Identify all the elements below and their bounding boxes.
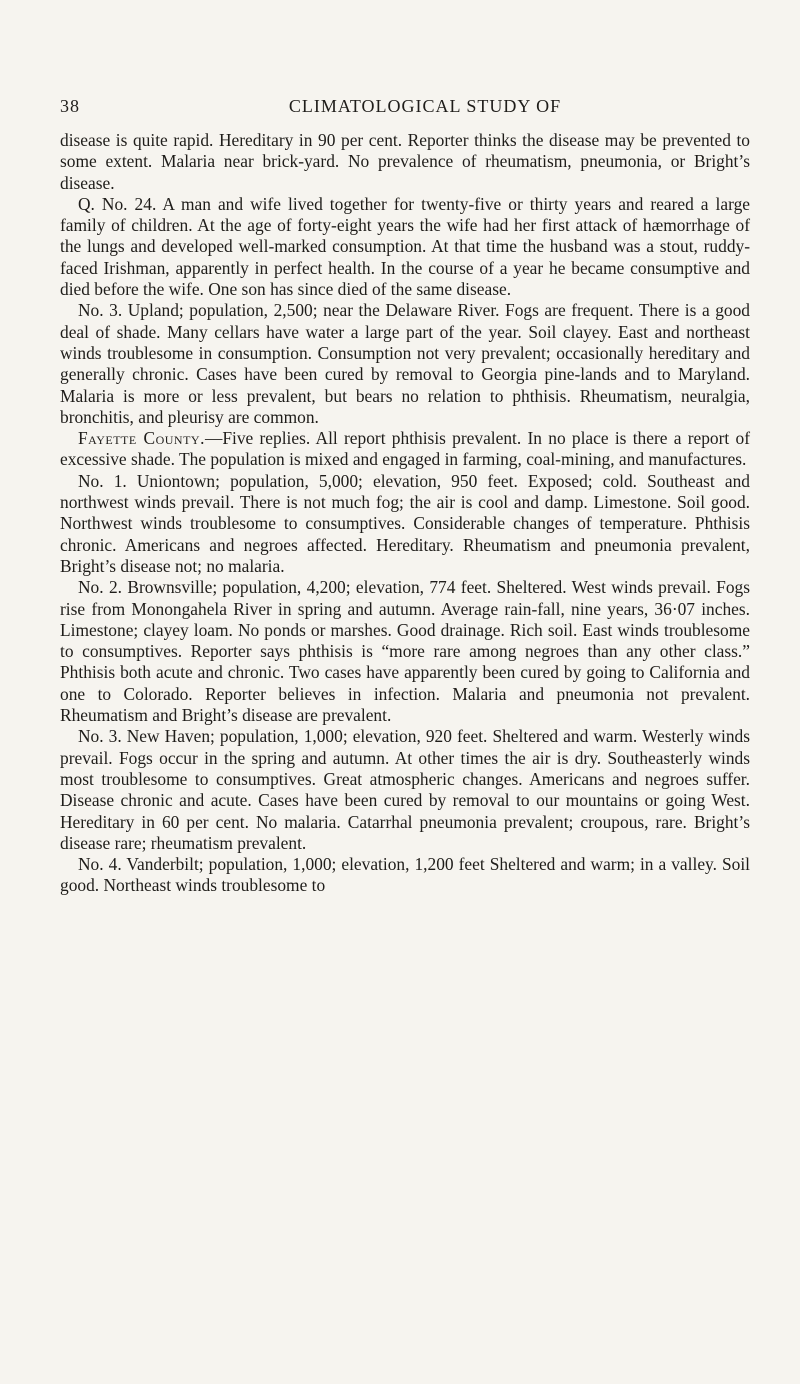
section-intro: —Five replies. All report phthisis prevalent. In no place is there a report of excessive shade. The population is mixed and engaged in farming, coal-mining, and manufactures. [60, 428, 751, 470]
paragraph: No. 4. Vanderbilt; population, 1,000; elevation, 1,200 feet Sheltered and warm; in a valley. Soil good. Northeast winds troublesome to [60, 854, 750, 896]
section-heading: Fayette County. [78, 428, 205, 449]
running-head: CLIMATOLOGICAL STUDY OF [288, 96, 562, 116]
paragraph: disease is quite rapid. Hereditary in 90 per cent. Reporter thinks the disease may be prevented to some extent. Malaria near brick-yard. No prevalence of rheumatism, pneumonia, or Bright’s disease. [60, 130, 750, 193]
paragraph: No. 3. Upland; population, 2,500; near the Delaware River. Fogs are frequent. There is a good deal of shade. Many cellars have water a large part of the year. Soil clayey. East and northeast winds troublesome in consumption. Consumption not very prevalent; occasionally hereditary and generally chronic. Cases have been cured by removal to Georgia pine-lands and to Maryland. Malaria is more or less prevalent, but bears no relation to phthisis. Rheumatism, neuralgia, bronchitis, and pleurisy are common. [60, 300, 750, 427]
body-text [60, 130, 750, 897]
page-number: 38 [60, 96, 80, 116]
paragraph: No. 3. New Haven; population, 1,000; elevation, 920 feet. Sheltered and warm. Westerly winds prevail. Fogs occur in the spring and autumn. At other times the air is dry. Southeasterly winds most troublesome to consumptives. Great atmospheric changes. Americans and negroes suffer. Disease chronic and acute. Cases have been cured by removal to our mountains or going West. Hereditary in 60 per cent. No malaria. Catarrhal pneumonia prevalent; croupous, rare. Bright’s disease rare; rheumatism prevalent. [60, 726, 750, 853]
document-page [60, 90, 750, 897]
paragraph [60, 428, 750, 471]
paragraph: Q. No. 24. A man and wife lived together for twenty-five or thirty years and reared a large family of children. At the age of forty-eight years the wife had her first attack of hæmorrhage of the lungs and developed well-marked consumption. At that time the husband was a stout, ruddy-faced Irishman, apparently in perfect health. In the course of a year he became consumptive and died before the wife. One son has since died of the same disease. [60, 193, 750, 300]
page-header [60, 90, 750, 130]
paragraph: No. 2. Brownsville; population, 4,200; elevation, 774 feet. Sheltered. West winds prevail. Fogs rise from Monongahela River in spring and autumn. Average rain-fall, nine years, 36·07 inches. Limestone; clayey loam. No ponds or marshes. Good drainage. Rich soil. East winds troublesome to consumptives. Reporter says phthisis is “more rare among negroes than any other class.” Phthisis both acute and chronic. Two cases have apparently been cured by going to California and one to Colorado. Reporter believes in infection. Malaria and pneumonia not prevalent. Rheumatism and Bright’s disease are prevalent. [60, 577, 750, 726]
paragraph: No. 1. Uniontown; population, 5,000; elevation, 950 feet. Exposed; cold. Southeast and northwest winds prevail. There is not much fog; the air is cool and damp. Limestone. Soil good. Northwest winds troublesome to consumptives. Considerable changes of temperature. Phthisis chronic. Americans and negroes affected. Hereditary. Rheumatism and pneumonia prevalent, Bright’s disease not; no malaria. [60, 470, 750, 576]
